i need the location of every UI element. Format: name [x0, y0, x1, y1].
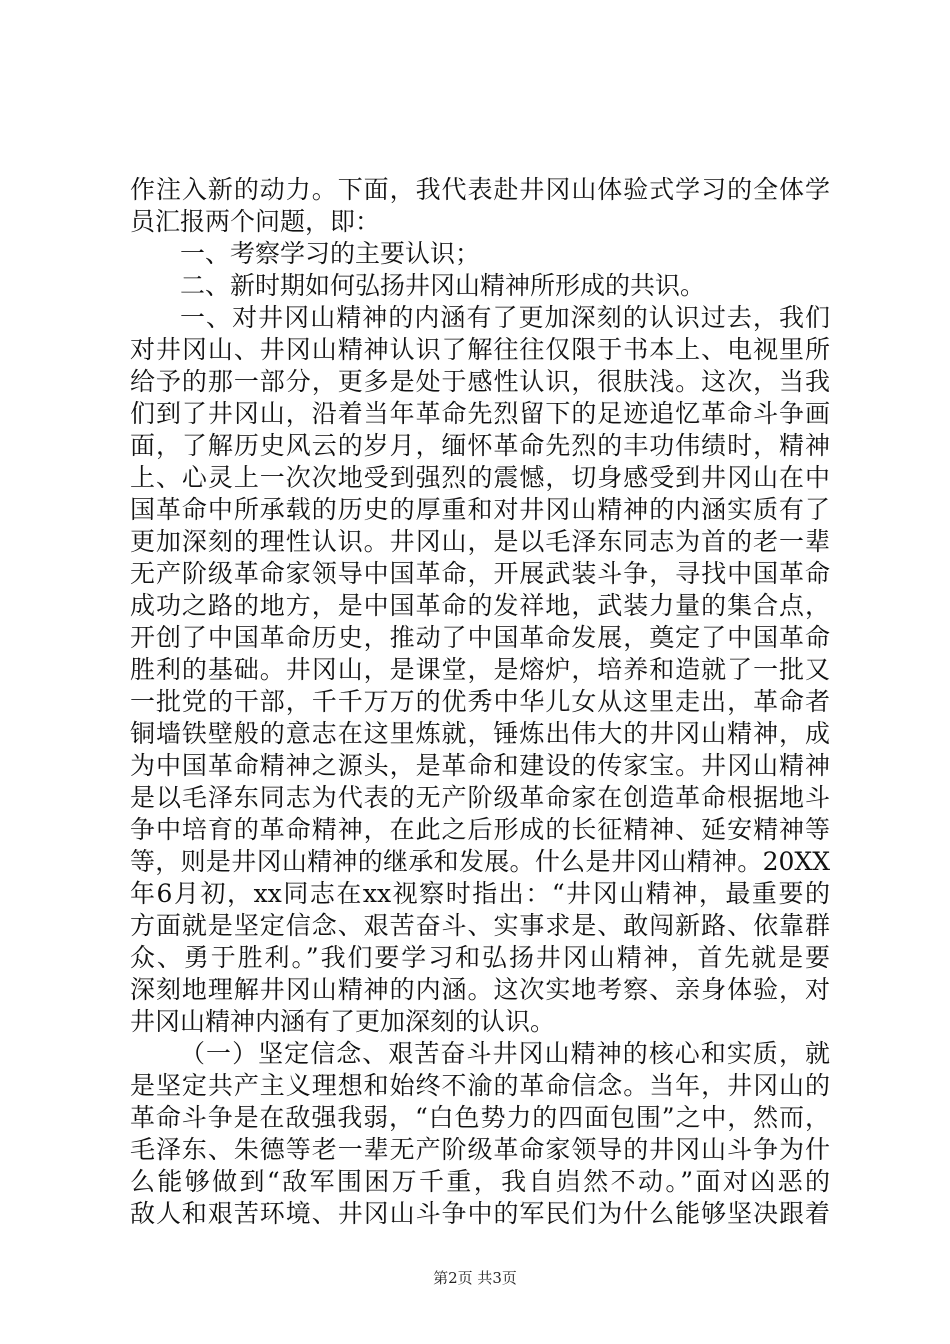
text-line: 上、心灵上一次次地受到强烈的震憾，切身感受到井冈山在中	[130, 463, 830, 492]
text-line: 无产阶级革命家领导中国革命，开展武装斗争，寻找中国革命	[130, 559, 830, 588]
page-number: 第2页 共3页	[433, 1269, 517, 1287]
text-line: 众、勇于胜利。”我们要学习和弘扬井冈山精神，首先就是要	[130, 943, 830, 972]
text-line: 对井冈山、井冈山精神认识了解往往仅限于书本上、电视里所	[130, 335, 830, 364]
text-line: 员汇报两个问题，即：	[130, 207, 381, 236]
text-line: 等，则是井冈山精神的继承和发展。什么是井冈山精神。20XX	[130, 847, 830, 876]
text-line: 作注入新的动力。下面，我代表赴井冈山体验式学习的全体学	[130, 175, 830, 204]
text-line: 胜利的基础。井冈山，是课堂，是熔炉，培养和造就了一批又	[130, 655, 830, 684]
text-line: 深刻地理解井冈山精神的内涵。这次实地考察、亲身体验，对	[130, 975, 830, 1004]
text-line: 方面就是坚定信念、艰苦奋斗、实事求是、敢闯新路、依靠群	[130, 911, 830, 940]
text-line: 是坚定共产主义理想和始终不渝的革命信念。当年，井冈山的	[130, 1071, 830, 1100]
text-line: （一）坚定信念、艰苦奋斗井冈山精神的核心和实质，就	[180, 1039, 830, 1068]
text-line: 争中培育的革命精神，在此之后形成的长征精神、延安精神等	[130, 815, 830, 844]
text-line: 更加深刻的理性认识。井冈山，是以毛泽东同志为首的老一辈	[130, 527, 830, 556]
text-line: 二、新时期如何弘扬井冈山精神所形成的共识。	[180, 271, 706, 300]
text-line: 一批党的干部，千千万万的优秀中华儿女从这里走出，革命者	[130, 687, 830, 716]
text-line: 给予的那一部分，更多是处于感性认识，很肤浅。这次，当我	[130, 367, 830, 396]
text-line: 敌人和艰苦环境、井冈山斗争中的军民们为什么能够坚决跟着	[130, 1199, 830, 1228]
text-line: 国革命中所承载的历史的厚重和对井冈山精神的内涵实质有了	[130, 495, 830, 524]
text-line: 一、对井冈山精神的内涵有了更加深刻的认识过去，我们	[180, 303, 830, 332]
text-line: 们到了井冈山，沿着当年革命先烈留下的足迹追忆革命斗争画	[130, 399, 830, 428]
text-line: 为中国革命精神之源头，是革命和建设的传家宝。井冈山精神	[130, 751, 830, 780]
text-line: 毛泽东、朱德等老一辈无产阶级革命家领导的井冈山斗争为什	[130, 1135, 830, 1164]
page-footer	[0, 1268, 950, 1288]
document-body	[130, 174, 830, 1230]
text-line: 开创了中国革命历史，推动了中国革命发展，奠定了中国革命	[130, 623, 830, 652]
text-line: 是以毛泽东同志为代表的无产阶级革命家在创造革命根据地斗	[130, 783, 830, 812]
text-line: 年6月初，xx同志在xx视察时指出：“井冈山精神，最重要的	[130, 879, 830, 908]
text-line: 一、考察学习的主要认识；	[180, 239, 481, 268]
text-line: 面，了解历史风云的岁月，缅怀革命先烈的丰功伟绩时，精神	[130, 431, 830, 460]
text-line: 么能够做到“敌军围困万千重，我自岿然不动。”面对凶恶的	[130, 1167, 830, 1196]
text-line: 革命斗争是在敌强我弱，“白色势力的四面包围”之中，然而，	[130, 1103, 830, 1132]
text-line: 井冈山精神内涵有了更加深刻的认识。	[130, 1007, 556, 1036]
text-line: 铜墙铁壁般的意志在这里炼就，锤炼出伟大的井冈山精神，成	[130, 719, 830, 748]
text-line: 成功之路的地方，是中国革命的发祥地，武装力量的集合点，	[130, 591, 830, 620]
